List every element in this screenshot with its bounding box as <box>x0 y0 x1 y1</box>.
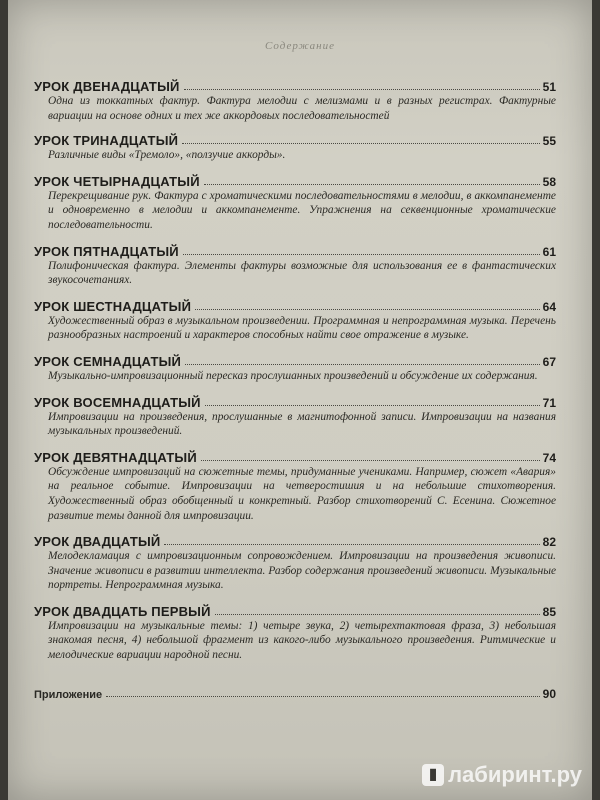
table-of-contents <box>34 74 556 701</box>
lesson-description: Различные виды «Тремоло», «ползучие аккорды». <box>48 149 286 162</box>
toc-entry-heading <box>34 294 556 314</box>
appendix-page: 90 <box>542 686 556 701</box>
dot-leader <box>106 696 540 697</box>
bookmark-icon: ▮ <box>422 764 444 786</box>
lesson-title: УРОК ТРИНАДЦАТЫЙ <box>34 133 179 149</box>
toc-entry <box>34 239 556 288</box>
toc-entry-appendix <box>34 679 556 701</box>
lesson-title: УРОК ДВАДЦАТЫЙ <box>34 534 161 550</box>
page-number: 61 <box>542 244 556 259</box>
book-page <box>8 0 592 800</box>
lesson-title: УРОК ВОСЕМНАДЦАТЫЙ <box>34 394 201 410</box>
toc-entries <box>34 74 556 663</box>
lesson-description: Мелодекламация с импровизационным сопровождением. Импровизации на произведения живописи. Значение живописи в развитии интеллекта. Разбор содержания произведений живописи. Музыкальные портреты. Непрограммная музыка. <box>48 550 556 592</box>
toc-entry <box>34 529 556 593</box>
dot-leader <box>183 254 540 255</box>
dot-leader <box>185 364 540 365</box>
lesson-description: Импровизации на произведения, прослушанные в магнитофонной записи. Импровизации на названия музыкальных произведений. <box>48 410 556 438</box>
lesson-title: УРОК ПЯТНАДЦАТЫЙ <box>34 243 179 259</box>
toc-entry <box>34 74 556 123</box>
page-number: 74 <box>542 450 556 465</box>
toc-entry <box>34 169 556 233</box>
lesson-title: УРОК ШЕСТНАДЦАТЫЙ <box>34 298 192 314</box>
toc-entry-heading <box>34 74 556 94</box>
page-number: 64 <box>542 299 556 314</box>
dot-leader <box>201 460 540 461</box>
toc-entry <box>34 349 556 384</box>
dot-leader <box>195 309 539 310</box>
lesson-description: Художественный образ в музыкальном произведении. Программная и непрограммная музыка. Перечень разнообразных настроений и характеров способных найти свое отражение в музыке. <box>48 314 556 342</box>
page-number: 85 <box>542 604 556 619</box>
lesson-title: УРОК ДВЕНАДЦАТЫЙ <box>34 79 180 94</box>
page-number: 55 <box>542 134 556 149</box>
labirint-watermark <box>422 762 582 788</box>
toc-entry-heading <box>34 390 556 410</box>
lesson-description: Обсуждение импровизаций на сюжетные темы, придуманные учениками. Например, сюжет «Авария» на реальное событие. Импровизации на четверостишия и на небольшие стихотворения. Художественный образ обобщенный и конкретный. Разбор стихотворений С. Есенина. Сюжетное развитие темы данной для импровизации. <box>48 465 556 522</box>
toc-entry <box>34 390 556 439</box>
lesson-title: УРОК ЧЕТЫРНАДЦАТЫЙ <box>34 173 200 189</box>
lesson-description: Перекрещивание рук. Фактура с хроматическими последовательностями в мелодии, в аккомпанементе и одновременно в мелодии и аккомпанементе. Упражнения на секвенционные хроматические последовательности. <box>48 189 556 231</box>
toc-entry-heading <box>34 169 556 189</box>
watermark-text: лабиринт.ру <box>448 762 582 787</box>
running-head: Содержание <box>264 40 335 52</box>
lesson-title: УРОК ДЕВЯТНАДЦАТЫЙ <box>34 449 197 465</box>
page-number: 58 <box>542 174 556 189</box>
toc-entry-heading <box>34 445 556 465</box>
lesson-description: Одна из токкатных фактур. Фактура мелодии с мелизмами и в разных регистрах. Фактурные вариации на основе одних и тех же аккордовых последовательностей <box>48 95 556 122</box>
toc-entry <box>34 445 556 523</box>
page-number: 51 <box>542 80 556 94</box>
toc-entry-heading <box>34 239 556 259</box>
page-number: 82 <box>542 535 556 550</box>
toc-entry-heading <box>34 128 556 148</box>
toc-entry-heading <box>34 599 556 619</box>
appendix-title: Приложение <box>34 688 103 701</box>
dot-leader <box>205 405 540 406</box>
lesson-description: Полифоническая фактура. Элементы фактуры возможные для использования ее в фантастических звукосочетаниях. <box>48 259 556 287</box>
page-number: 67 <box>542 354 556 369</box>
lesson-title: УРОК СЕМНАДЦАТЫЙ <box>34 353 182 369</box>
dot-leader <box>184 89 540 90</box>
toc-entry <box>34 128 556 163</box>
lesson-title: УРОК ДВАДЦАТЬ ПЕРВЫЙ <box>34 603 211 619</box>
lesson-description: Импровизации на музыкальные темы: 1) четыре звука, 2) четырехтактовая фраза, 3) небольшая знакомая песня, 4) небольшой фрагмент из какого-либо музыкального произведения. Ритмические и мелодические вариации народной песни. <box>48 619 556 662</box>
lesson-description: Музыкально-импровизационный пересказ прослушанных произведений и обсуждение их содержания. <box>48 369 538 382</box>
toc-entry <box>34 294 556 343</box>
dot-leader <box>215 614 540 615</box>
dot-leader <box>204 184 540 185</box>
toc-entry <box>34 599 556 663</box>
toc-entry-heading <box>34 529 556 549</box>
dot-leader <box>164 544 539 545</box>
toc-entry-heading <box>34 349 556 369</box>
page-number: 71 <box>542 395 556 410</box>
dot-leader <box>182 143 539 144</box>
